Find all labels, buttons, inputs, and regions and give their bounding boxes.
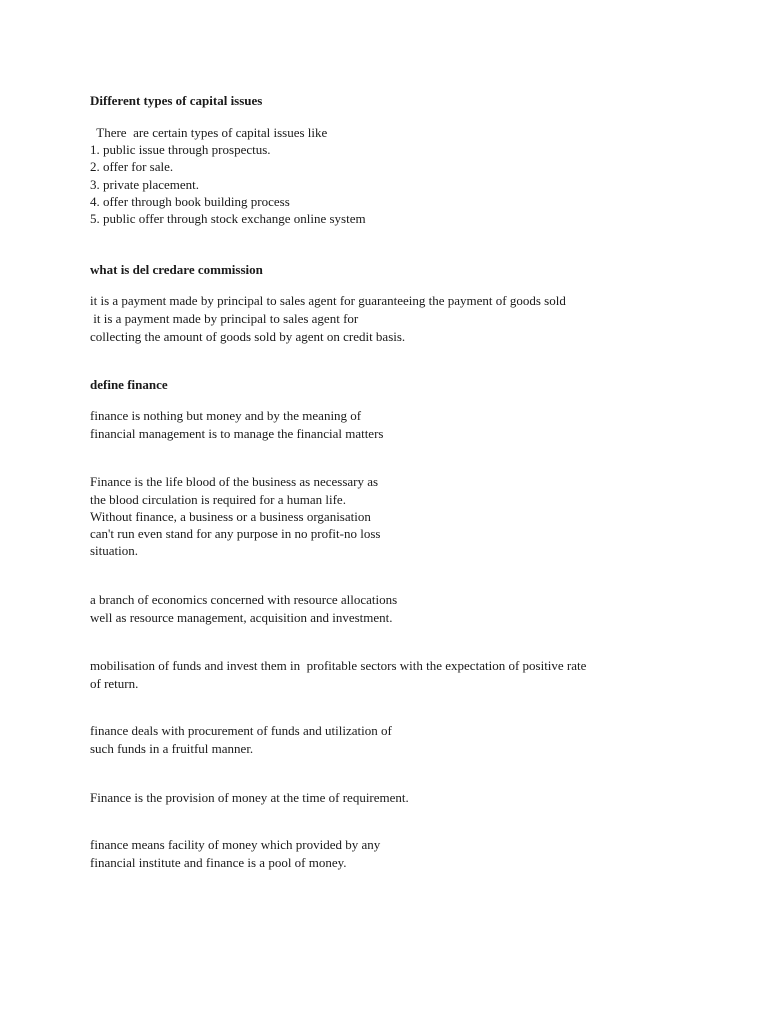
list-item: 5. public offer through stock exchange online system <box>90 211 366 226</box>
heading-define-finance: define finance <box>90 377 168 392</box>
paragraph-line: Finance is the life blood of the business as necessary as <box>90 474 379 489</box>
text-line: There are certain types of capital issues like <box>90 125 328 140</box>
heading-del-credere: what is del credare commission <box>90 262 263 277</box>
paragraph-line: such funds in a fruitful manner. <box>90 741 254 756</box>
paragraph-line: finance means facility of money which provided by any <box>90 837 381 852</box>
paragraph-line: Finance is the provision of money at the time of requirement. <box>90 790 409 805</box>
paragraph-line: of return. <box>90 676 139 691</box>
text-line: it is a payment made by principal to sales agent for guaranteeing the payment of goods sold <box>90 293 566 308</box>
list-item: 4. offer through book building process <box>90 194 290 209</box>
paragraph-line: finance deals with procurement of funds and utilization of <box>90 723 392 738</box>
paragraph-line: can't run even stand for any purpose in no profit-no loss <box>90 526 381 541</box>
list-item: 3. private placement. <box>90 177 200 192</box>
paragraph-line: Without finance, a business or a business organisation <box>90 509 371 524</box>
paragraph-line: financial institute and finance is a pool of money. <box>90 855 347 870</box>
list-item: 1. public issue through prospectus. <box>90 142 271 157</box>
paragraph-line: the blood circulation is required for a human life. <box>90 492 346 507</box>
text-line: it is a payment made by principal to sales agent for <box>90 311 359 326</box>
heading-capital-issues: Different types of capital issues <box>90 93 263 108</box>
paragraph-line: situation. <box>90 543 139 558</box>
paragraph-line: finance is nothing but money and by the meaning of <box>90 408 362 423</box>
text-line: collecting the amount of goods sold by agent on credit basis. <box>90 329 406 344</box>
paragraph-line: mobilisation of funds and invest them in profitable sectors with the expectation of positive rate <box>90 658 587 673</box>
paragraph-line: financial management is to manage the financial matters <box>90 426 384 441</box>
paragraph-line: well as resource management, acquisition and investment. <box>90 610 393 625</box>
paragraph-line: a branch of economics concerned with resource allocations <box>90 592 398 607</box>
list-item: 2. offer for sale. <box>90 159 174 174</box>
